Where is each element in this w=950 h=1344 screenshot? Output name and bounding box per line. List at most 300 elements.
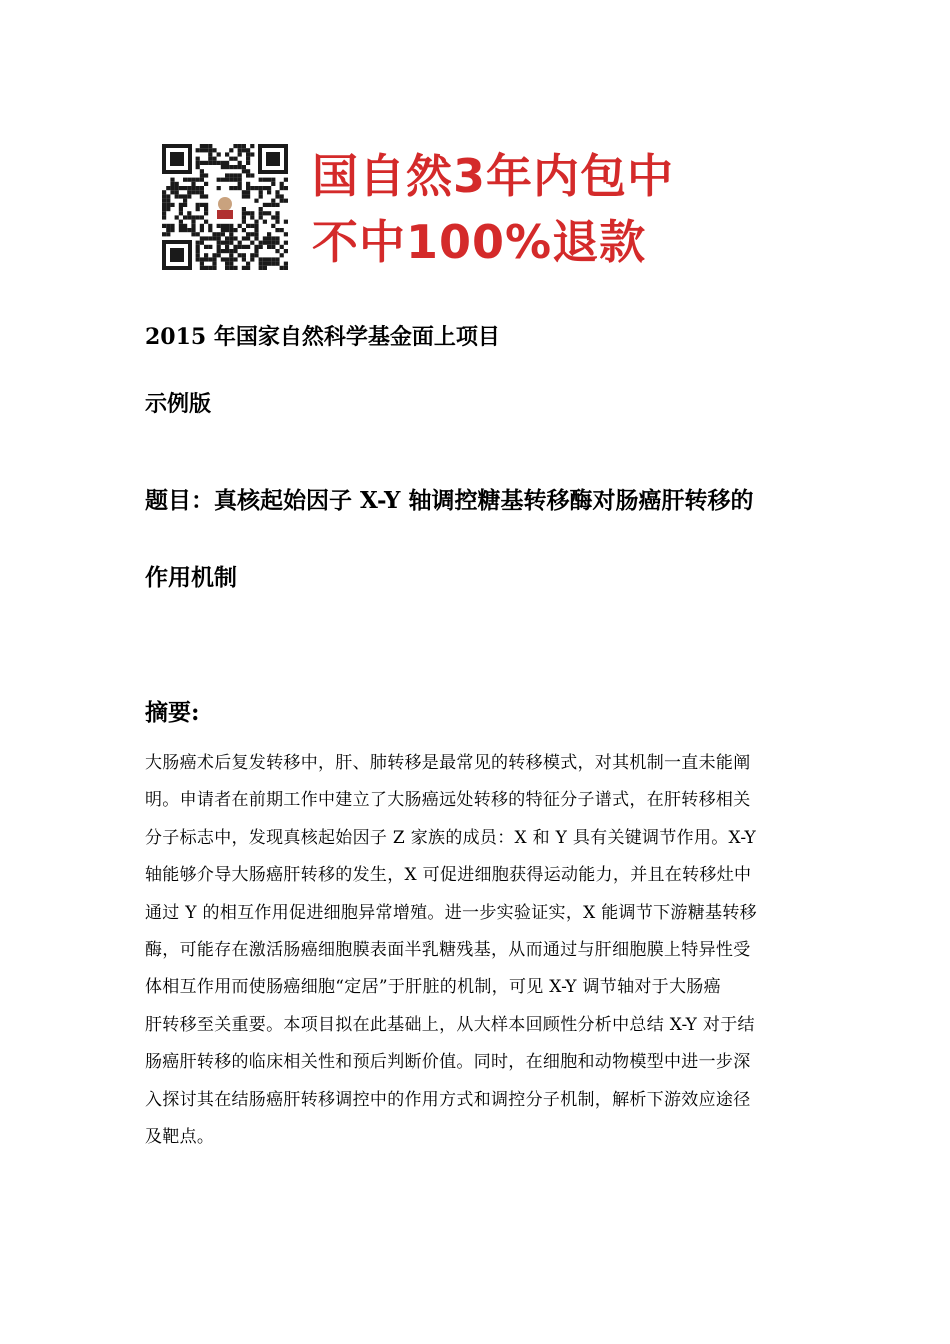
qr-module [280, 253, 284, 257]
qr-module [250, 241, 254, 245]
qr-module [284, 266, 288, 270]
qr-module [238, 253, 242, 257]
qr-module [166, 207, 170, 211]
qr-module [246, 169, 250, 173]
qr-module [275, 194, 279, 198]
qr-module [284, 199, 288, 203]
qr-module [250, 257, 254, 261]
qr-module [259, 245, 263, 249]
abstract-line: 肠癌肝转移的临床相关性和预后判断价值。同时，在细胞和动物模型中进一步深 [145, 1052, 751, 1073]
qr-module [229, 173, 233, 177]
qr-module [208, 228, 212, 232]
qr-module [191, 224, 195, 228]
qr-module [229, 178, 233, 182]
qr-module [233, 165, 237, 169]
qr-module [225, 266, 229, 270]
qr-module [196, 186, 200, 190]
qr-module [267, 245, 271, 249]
qr-module [225, 236, 229, 240]
qr-module [170, 228, 174, 232]
qr-module [259, 257, 263, 261]
qr-module [221, 241, 225, 245]
qr-module [208, 148, 212, 152]
qr-module [175, 215, 179, 219]
qr-module [233, 157, 237, 161]
qr-module [254, 199, 258, 203]
qr-module [271, 215, 275, 219]
qr-module [229, 232, 233, 236]
qr-module [200, 224, 204, 228]
qr-module [170, 203, 174, 207]
qr-module [263, 236, 267, 240]
abstract-line: 体相互作用而使肠癌细胞“定居”于肝脏的机制，可见 X-Y 调节轴对于大肠癌 [145, 977, 721, 998]
qr-module [162, 215, 166, 219]
qr-module [166, 203, 170, 207]
qr-module [196, 178, 200, 182]
qr-module [259, 262, 263, 266]
qr-module [196, 232, 200, 236]
qr-module [246, 152, 250, 156]
topic-title-line-2: 作用机制 [145, 564, 237, 591]
qr-module [183, 228, 187, 232]
qr-module [254, 245, 258, 249]
qr-module [196, 215, 200, 219]
qr-module [183, 194, 187, 198]
qr-module [212, 148, 216, 152]
qr-module [267, 211, 271, 215]
qr-module [183, 199, 187, 203]
qr-module [263, 220, 267, 224]
qr-module [233, 266, 237, 270]
qr-module [284, 241, 288, 245]
qr-module [187, 215, 191, 219]
qr-module [275, 262, 279, 266]
qr-module [242, 236, 246, 240]
qr-module [187, 228, 191, 232]
qr-module [208, 245, 212, 249]
qr-module [242, 190, 246, 194]
qr-module [250, 152, 254, 156]
qr-module [229, 266, 233, 270]
abstract-line: 酶，可能存在激活肠癌细胞膜表面半乳糖残基，从而通过与肝细胞膜上特异性受 [145, 940, 751, 961]
qr-module [217, 245, 221, 249]
qr-module [179, 220, 183, 224]
qr-module [259, 194, 263, 198]
qr-module [229, 157, 233, 161]
qr-module [229, 228, 233, 232]
qr-module [250, 186, 254, 190]
qr-module [259, 215, 263, 219]
qr-module [275, 236, 279, 240]
qr-module [254, 224, 258, 228]
qr-module [238, 182, 242, 186]
qr-module [259, 211, 263, 215]
qr-module [238, 161, 242, 165]
qr-module [242, 165, 246, 169]
abstract-line: 及靶点。 [145, 1127, 215, 1148]
qr-module [217, 186, 221, 190]
qr-module [263, 186, 267, 190]
qr-module [263, 257, 267, 261]
qr-module [196, 148, 200, 152]
qr-module [191, 182, 195, 186]
qr-module [250, 253, 254, 257]
qr-module [204, 203, 208, 207]
qr-module [212, 262, 216, 266]
qr-module [175, 190, 179, 194]
qr-module [212, 253, 216, 257]
qr-module [275, 241, 279, 245]
qr-module [204, 266, 208, 270]
qr-module [179, 224, 183, 228]
qr-module [271, 199, 275, 203]
promo-banner[interactable] [160, 140, 700, 275]
abstract-line: 入探讨其在结肠癌肝转移调控中的作用方式和调控分子机制，解析下游效应途径 [145, 1089, 751, 1110]
qr-module [208, 266, 212, 270]
qr-module [225, 173, 229, 177]
qr-module [225, 241, 229, 245]
qr-module [179, 203, 183, 207]
qr-module [208, 144, 212, 148]
qr-module [221, 178, 225, 182]
qr-module [191, 232, 195, 236]
qr-module [263, 211, 267, 215]
qr-module [183, 203, 187, 207]
qr-module [275, 249, 279, 253]
qr-module [233, 228, 237, 232]
qr-module [225, 165, 229, 169]
qr-module [204, 148, 208, 152]
qr-module [238, 186, 242, 190]
qr-module [271, 224, 275, 228]
qr-module [242, 207, 246, 211]
qr-module [267, 236, 271, 240]
qr-module [271, 236, 275, 240]
qr-module [267, 241, 271, 245]
qr-module [221, 228, 225, 232]
qr-module [170, 190, 174, 194]
qr-module [221, 161, 225, 165]
qr-module [284, 249, 288, 253]
qr-module [254, 236, 258, 240]
qr-module [162, 199, 166, 203]
qr-module [196, 157, 200, 161]
qr-module [267, 257, 271, 261]
qr-module [246, 173, 250, 177]
qr-module [204, 207, 208, 211]
qr-module [229, 165, 233, 169]
qr-module [191, 220, 195, 224]
qr-module [254, 249, 258, 253]
abstract-line: 肝转移至关重要。本项目拟在此基础上，从大样本回顾性分析中总结 X-Y 对于结 [145, 1014, 755, 1035]
qr-module [200, 148, 204, 152]
qr-module [196, 190, 200, 194]
qr-module [275, 220, 279, 224]
qr-module [238, 245, 242, 249]
qr-module [242, 211, 246, 215]
qr-module [204, 173, 208, 177]
qr-module [166, 224, 170, 228]
qr-module [217, 224, 221, 228]
qr-module [259, 207, 263, 211]
qr-module [242, 169, 246, 173]
qr-module [162, 224, 166, 228]
qr-module [217, 236, 221, 240]
qr-module [267, 190, 271, 194]
qr-module [200, 236, 204, 240]
qr-module [250, 173, 254, 177]
qr-module [238, 152, 242, 156]
topic-title-line-1: 题目：真核起始因子 X-Y 轴调控糖基转移酶对肠癌肝转移的 [145, 487, 754, 514]
qr-module [280, 199, 284, 203]
qr-module [250, 215, 254, 219]
qr-module [208, 236, 212, 240]
qr-module [267, 262, 271, 266]
qr-module [280, 182, 284, 186]
qr-module [229, 224, 233, 228]
qr-module [246, 236, 250, 240]
abstract-heading: 摘要: [145, 699, 200, 726]
qr-module [259, 241, 263, 245]
qr-module [271, 241, 275, 245]
qr-module [246, 194, 250, 198]
qr-module [217, 253, 221, 257]
qr-module [204, 236, 208, 240]
qr-module [204, 220, 208, 224]
qr-module [187, 186, 191, 190]
qr-module [200, 203, 204, 207]
qr-module [275, 190, 279, 194]
qr-module [162, 211, 166, 215]
qr-module [246, 182, 250, 186]
qr-module [246, 148, 250, 152]
qr-module [242, 257, 246, 261]
qr-module [200, 194, 204, 198]
qr-module [250, 224, 254, 228]
qr-module [166, 186, 170, 190]
qr-module [196, 203, 200, 207]
qr-module [246, 262, 250, 266]
qr-module [208, 157, 212, 161]
qr-module [229, 253, 233, 257]
qr-module [246, 224, 250, 228]
qr-module [263, 241, 267, 245]
qr-module [275, 228, 279, 232]
qr-module [162, 207, 166, 211]
qr-module [246, 245, 250, 249]
qr-module [246, 266, 250, 270]
qr-module [229, 262, 233, 266]
qr-module [187, 194, 191, 198]
qr-module [238, 241, 242, 245]
qr-module [200, 169, 204, 173]
qr-module [196, 249, 200, 253]
qr-module [179, 228, 183, 232]
qr-module [179, 207, 183, 211]
qr-module [225, 152, 229, 156]
qr-module [284, 186, 288, 190]
qr-module [183, 224, 187, 228]
qr-module [212, 161, 216, 165]
qr-module [250, 144, 254, 148]
qr-module [162, 194, 166, 198]
qr-module [179, 211, 183, 215]
qr-module [233, 245, 237, 249]
qr-module [221, 232, 225, 236]
qr-module [204, 257, 208, 261]
qr-module [212, 157, 216, 161]
qr-module [191, 186, 195, 190]
qr-module [204, 144, 208, 148]
qr-module [242, 245, 246, 249]
qr-module [242, 220, 246, 224]
qr-module [212, 266, 216, 270]
qr-module [200, 161, 204, 165]
qr-module [275, 203, 279, 207]
qr-module [271, 262, 275, 266]
qr-module [225, 224, 229, 228]
qr-module [196, 257, 200, 261]
qr-module [183, 186, 187, 190]
qr-module [275, 215, 279, 219]
qr-module [200, 144, 204, 148]
qr-module [225, 245, 229, 249]
qr-module [246, 211, 250, 215]
abstract-line: 大肠癌术后复发转移中，肝、肺转移是最常见的转移模式，对其机制一直未能阐 [145, 753, 751, 773]
qr-module [242, 253, 246, 257]
qr-module [275, 257, 279, 261]
qr-module [162, 203, 166, 207]
qr-module [229, 148, 233, 152]
qr-module [259, 186, 263, 190]
abstract-line: 通过 Y 的相互作用促进细胞异常增殖。进一步实验证实，X 能调节下游糖基转移 [145, 902, 757, 923]
qr-module [179, 194, 183, 198]
qr-module [208, 224, 212, 228]
qr-module [280, 194, 284, 198]
qr-module [225, 178, 229, 182]
qr-module [238, 173, 242, 177]
qr-module [166, 199, 170, 203]
qr-module [242, 215, 246, 219]
qr-module [275, 211, 279, 215]
qr-module [225, 257, 229, 261]
qr-module [246, 161, 250, 165]
qr-module [183, 215, 187, 219]
qr-module [204, 182, 208, 186]
qr-module [175, 194, 179, 198]
qr-module [229, 249, 233, 253]
qr-module [217, 241, 221, 245]
qr-module [191, 178, 195, 182]
qr-module [196, 245, 200, 249]
qr-module [217, 152, 221, 156]
qr-module [200, 266, 204, 270]
qr-module [233, 178, 237, 182]
qr-module [246, 190, 250, 194]
qr-module [200, 241, 204, 245]
qr-module [263, 262, 267, 266]
qr-code-icon[interactable] [160, 142, 290, 272]
qr-module [238, 148, 242, 152]
qr-module [196, 165, 200, 169]
qr-module [221, 224, 225, 228]
qr-module [196, 207, 200, 211]
abstract-body [145, 745, 810, 1156]
qr-module [267, 178, 271, 182]
qr-module [200, 190, 204, 194]
qr-module [208, 161, 212, 165]
qr-module [246, 232, 250, 236]
qr-module [208, 152, 212, 156]
qr-module [166, 228, 170, 232]
qr-module [242, 144, 246, 148]
qr-module [200, 215, 204, 219]
qr-module [242, 148, 246, 152]
qr-module [217, 232, 221, 236]
qr-module [242, 194, 246, 198]
qr-module [259, 266, 263, 270]
qr-module [179, 186, 183, 190]
abstract-line: 轴能够介导大肠癌肝转移的发生，X 可促进细胞获得运动能力，并且在转移灶中 [145, 865, 752, 886]
qr-module [271, 245, 275, 249]
qr-module [175, 186, 179, 190]
qr-module [170, 182, 174, 186]
qr-module [183, 178, 187, 182]
promo-line-2: 不中100%退款 [312, 215, 647, 269]
qr-module [217, 161, 221, 165]
qr-module [259, 178, 263, 182]
qr-module [208, 257, 212, 261]
qr-module [196, 241, 200, 245]
qr-module [162, 232, 166, 236]
qr-module [280, 245, 284, 249]
qr-module [250, 232, 254, 236]
qr-module [221, 257, 225, 261]
abstract-line: 分子标志中，发现真核起始因子 Z 家族的成员：X 和 Y 具有关键调节作用。X-Y [145, 827, 757, 848]
qr-module [284, 232, 288, 236]
qr-module [200, 228, 204, 232]
qr-module [229, 186, 233, 190]
qr-module [246, 186, 250, 190]
qr-module [229, 241, 233, 245]
qr-module [280, 266, 284, 270]
qr-module [212, 232, 216, 236]
qr-module [217, 249, 221, 253]
qr-module [175, 182, 179, 186]
qr-module [284, 220, 288, 224]
qr-module [271, 178, 275, 182]
qr-module [225, 161, 229, 165]
qr-module [170, 224, 174, 228]
qr-module [284, 262, 288, 266]
project-year-title: 2015 年国家自然科学基金面上项目 [145, 324, 500, 350]
qr-module [254, 186, 258, 190]
qr-module [233, 257, 237, 261]
qr-module [233, 173, 237, 177]
qr-module [191, 215, 195, 219]
qr-module [191, 190, 195, 194]
qr-module [200, 186, 204, 190]
qr-module [204, 245, 208, 249]
qr-module [284, 178, 288, 182]
qr-module [233, 186, 237, 190]
qr-module [254, 253, 258, 257]
qr-module [187, 178, 191, 182]
qr-module [191, 228, 195, 232]
qr-module [263, 266, 267, 270]
qr-module [196, 253, 200, 257]
qr-module [229, 257, 233, 261]
